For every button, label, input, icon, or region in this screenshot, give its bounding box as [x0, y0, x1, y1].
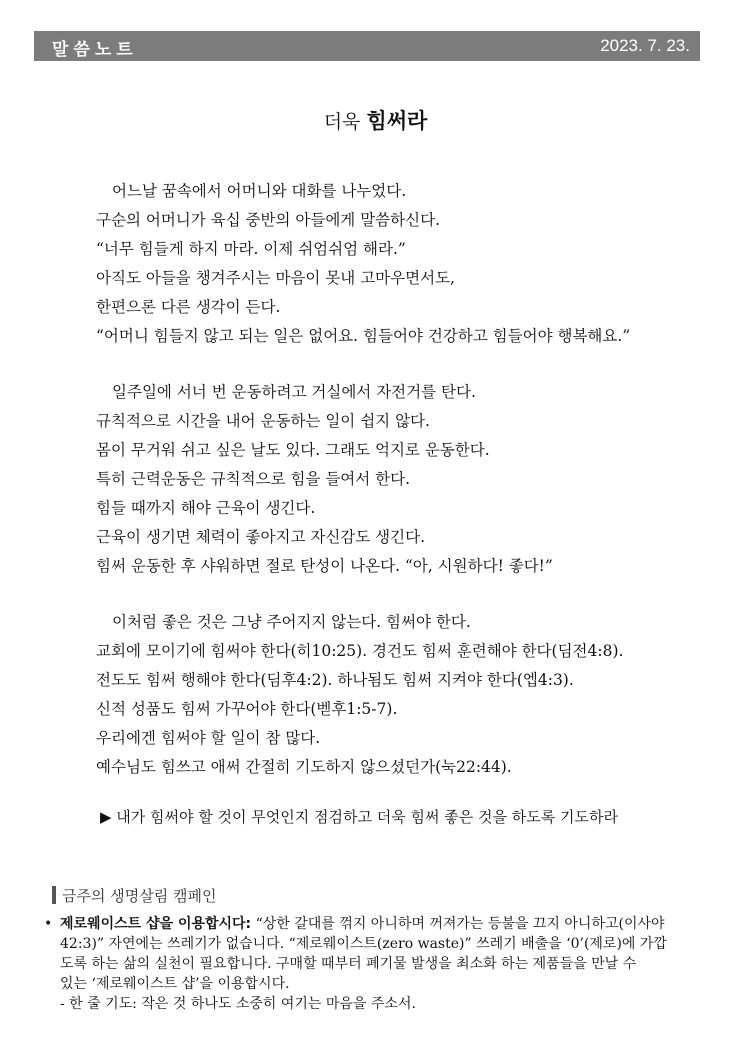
text-line: 몸이 무거워 쉬고 싶은 날도 있다. 그래도 억지로 운동한다.: [96, 441, 490, 459]
text-line: 우리에겐 힘써야 할 일이 참 많다.: [96, 729, 321, 747]
text-line: 신적 성품도 힘써 가꾸어야 한다(벧후1:5-7).: [96, 700, 398, 718]
text-line: 힘써 운동한 후 샤워하면 절로 탄성이 나온다. “아, 시원하다! 좋다!”: [96, 557, 553, 575]
text-line: “너무 힘들게 하지 마라. 이제 쉬엄쉬엄 해라.”: [96, 240, 406, 258]
text-line: 아직도 아들을 챙겨주시는 마음이 못내 고마우면서도,: [96, 269, 455, 287]
prayer-prompt: ▶ 내가 힘써야 할 것이 무엇인지 점검하고 더욱 힘써 좋은 것을 하도록 기도하라: [100, 808, 618, 826]
campaign-line: 있는 ‘제로웨이스트 샵’을 이용합시다.: [60, 976, 290, 992]
one-line-prayer: - 한 줄 기도: 작은 것 하나도 소중히 여기는 마음을 주소서.: [60, 996, 416, 1012]
header-bar: [34, 31, 700, 61]
campaign-line: 42:3)” 자연에는 쓰레기가 없습니다. “제로웨이스트(zero waste)” 쓰레기 배출을 ‘0’(제로)에 가깝: [60, 936, 667, 952]
text-line: 예수님도 힘쓰고 애써 간절히 기도하지 않으셨던가(눅22:44).: [96, 758, 512, 776]
campaign-body: [44, 914, 700, 1014]
paragraph-3: [96, 608, 716, 782]
text-line: “어머니 힘들지 않고 되는 일은 없어요. 힘들어야 건강하고 힘들어야 행복해요.”: [96, 327, 631, 345]
text-line: 이처럼 좋은 것은 그냥 주어지지 않는다. 힘써야 한다.: [112, 613, 471, 631]
header-label: 말씀노트: [52, 40, 138, 60]
text-line: 규칙적으로 시간을 내어 운동하는 일이 쉽지 않다.: [96, 412, 430, 430]
header-date: 2023. 7. 23.: [600, 36, 690, 55]
campaign-title: 금주의 생명살림 캠페인: [62, 887, 217, 905]
campaign-heading: [52, 885, 216, 906]
title-main: 힘써라: [366, 109, 428, 133]
text-line: 일주일에 서너 번 운동하려고 거실에서 자전거를 탄다.: [112, 383, 476, 401]
heading-bar: [52, 886, 56, 904]
paragraph-1: [96, 177, 716, 351]
campaign-line: 도록 하는 삶의 실천이 필요합니다. 구매할 때부터 폐기물 발생을 최소화 하는 제품들을 만날 수: [60, 956, 637, 972]
bullet-icon: •: [44, 916, 53, 932]
campaign-line: “상한 갈대를 꺾지 아니하며 꺼져가는 등불을 끄지 아니하고(이사야: [251, 916, 665, 932]
campaign-item: [44, 914, 700, 994]
text-line: 근육이 생기면 체력이 좋아지고 자신감도 생긴다.: [96, 528, 426, 546]
text-line: 어느날 꿈속에서 어머니와 대화를 나누었다.: [112, 182, 407, 200]
text-line: 구순의 어머니가 육십 중반의 아들에게 말씀하신다.: [96, 211, 440, 229]
page-title: [0, 105, 751, 135]
text-line: 전도도 힘써 행해야 한다(딤후4:2). 하나됨도 힘써 지켜야 한다(엡4:3).: [96, 671, 574, 689]
text-line: 한편으론 다른 생각이 든다.: [96, 298, 281, 316]
campaign-lead: 제로웨이스트 샵을 이용합시다:: [60, 916, 252, 932]
paragraph-2: [96, 378, 716, 581]
text-line: 특히 근력운동은 규칙적으로 힘을 들여서 한다.: [96, 470, 411, 488]
title-prefix: 더욱: [323, 111, 361, 133]
text-line: 힘들 때까지 해야 근육이 생긴다.: [96, 499, 316, 517]
text-line: 교회에 모이기에 힘써야 한다(히10:25). 경건도 힘써 훈련해야 한다(딤전4:8).: [96, 642, 624, 660]
sermon-body: [96, 177, 716, 782]
